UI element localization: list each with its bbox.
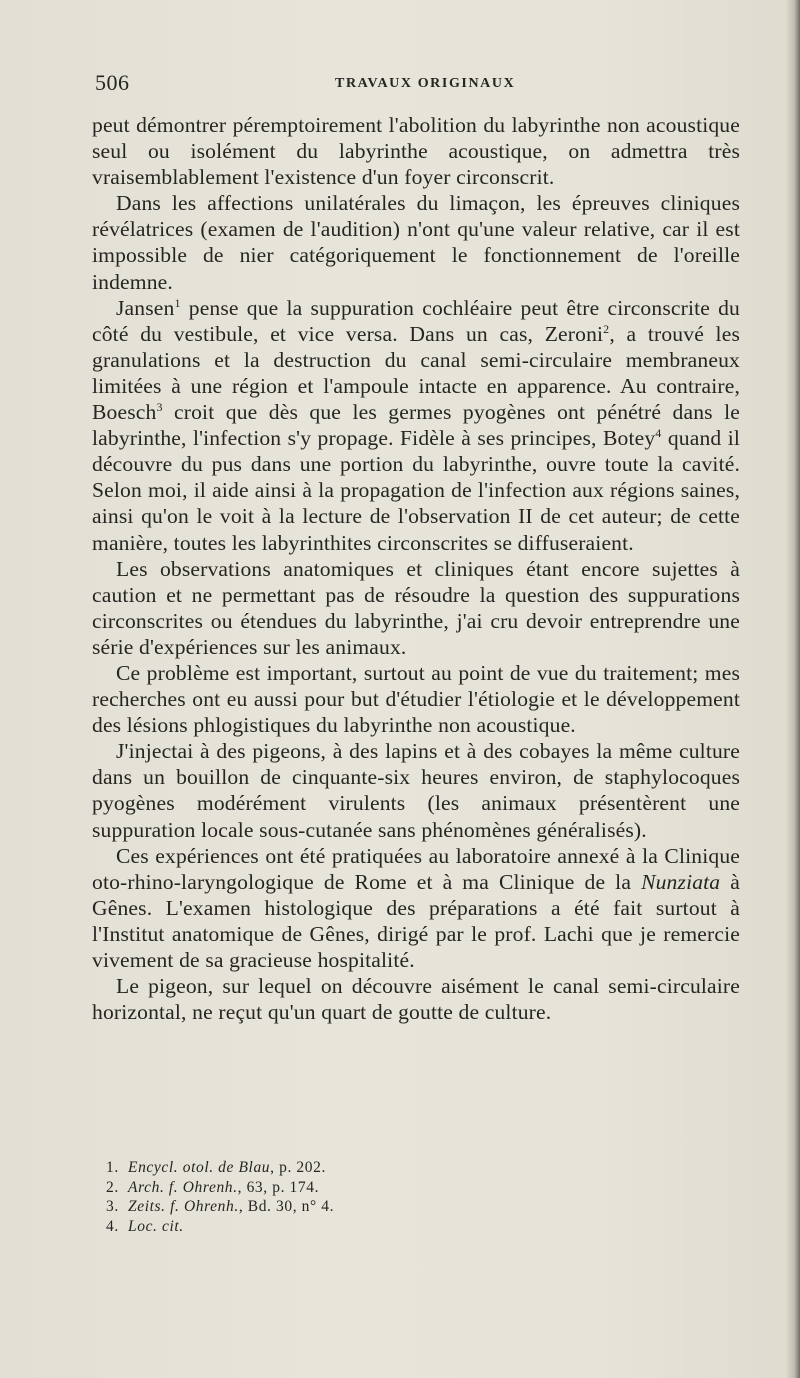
text-run: Ces expériences ont été pratiquées au laboratoire annexé à la Clinique oto-rhino-laryngologique de Rome et à ma Clinique de la	[92, 843, 740, 894]
page-number: 506	[95, 70, 130, 95]
paragraph-6: J'injectai à des pigeons, à des lapins et à des cobayes la même culture dans un bouillon de cinquante-six heures environ, de staphylocoques pyogènes modérément virulents (les animaux présentèrent une suppuration locale sous-cutanée sans phénomènes généralisés).	[92, 739, 740, 842]
text-run: , a trouvé les granulations et la destruction du canal semi-circulaire membraneux limitées à une région et l'ampoule intacte en apparence. Au contraire, Boesch	[92, 321, 740, 425]
footnote-number: 4.	[106, 1217, 119, 1235]
footnote-source: Encycl. otol. de Blau	[128, 1159, 271, 1176]
paragraph-1: peut démontrer péremptoirement l'abolition du labyrinthe non acoustique seul ou isolément du labyrinthe acoustique, on admettra très vraisemblablement l'existence d'un foyer circonscrit.	[92, 113, 740, 190]
text-run: quand il découvre du pus dans une portion du labyrinthe, ouvre toute la cavité. Selon moi, il aide ainsi à la propagation de l'infection aux régions saines, ainsi qu'on le voit à la lecture de l'observation II de cet auteur; de cette manière, toutes les labyrinthites circonscrites se diffuseraient.	[92, 426, 740, 555]
paragraph-7	[92, 843, 740, 973]
text-jansen: Jansen	[116, 295, 175, 320]
paragraph-4: Les observations anatomiques et cliniques étant encore sujettes à caution et ne permettant pas de résoudre la question des suppurations circonscrites ou étendues du labyrinthe, j'ai cru devoir entreprendre une série d'expériences sur les animaux.	[92, 556, 740, 659]
text-run: à Gênes. L'examen histologique des préparations a été fait surtout à l'Institut anatomique de Gênes, dirigé par le prof. Lachi que je remercie vivement de sa gracieuse hospitalité.	[92, 869, 740, 972]
footnote-ref-2: 2	[603, 321, 610, 336]
running-head: TRAVAUX ORIGINAUX	[335, 76, 516, 91]
page-header	[95, 70, 740, 100]
paragraph-2: Dans les affections unilatérales du limaçon, les épreuves cliniques révélatrices (examen de l'audition) n'ont qu'une valeur relative, car il est impossible de nier catégoriquement le fonctionnement de l'oreille indemne.	[92, 191, 740, 294]
footnote-3	[106, 1197, 706, 1217]
paragraph-8: Le pigeon, sur lequel on découvre aisément le canal semi-circulaire horizontal, ne reçut qu'un quart de goutte de culture.	[92, 974, 740, 1025]
footnote-1	[106, 1158, 706, 1178]
text-run: pense que la suppuration cochléaire peut être circonscrite du côté du vestibule, et vice versa. Dans un cas, Zeroni	[92, 295, 740, 346]
paragraph-3	[92, 295, 740, 556]
italic-nunziata: Nunziata	[641, 869, 721, 894]
footnote-detail: , Bd. 30, n° 4.	[238, 1198, 335, 1216]
footnote-detail: , 63, p. 174.	[237, 1178, 320, 1196]
footnote-ref-3: 3	[156, 400, 163, 415]
footnote-ref-1: 1	[174, 295, 181, 310]
footnote-source: Zeits. f. Ohrenh.	[128, 1198, 239, 1216]
footnote-source: Loc. cit.	[128, 1217, 184, 1235]
paragraph-5: Ce problème est important, surtout au point de vue du traitement; mes recherches ont eu aussi pour but d'étudier l'étiologie et le développement des lésions phlogistiques du labyrinthe non acoustique.	[92, 660, 740, 738]
footnote-source: Arch. f. Ohrenh.	[128, 1178, 238, 1196]
footnote-2	[106, 1178, 706, 1198]
footnote-ref-4: 4	[655, 426, 662, 441]
page-edge-shadow	[786, 0, 800, 1378]
footnote-4	[106, 1217, 706, 1237]
text-run: croit que dès que les germes pyogènes ont pénétré dans le labyrinthe, l'infection s'y propage. Fidèle à ses principes, Botey	[92, 400, 740, 451]
footnote-number: 3.	[106, 1198, 119, 1216]
footnotes	[106, 1158, 706, 1236]
footnote-detail: , p. 202.	[270, 1159, 326, 1176]
footnote-number: 2.	[106, 1178, 119, 1196]
body-text	[92, 112, 740, 1025]
footnote-number: 1.	[106, 1159, 119, 1176]
